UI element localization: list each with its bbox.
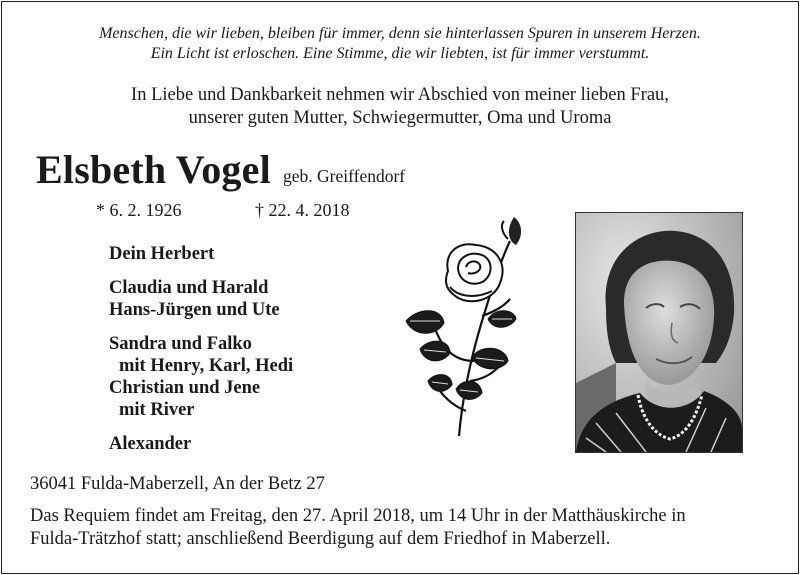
birth-date: * 6. 2. 1926 bbox=[96, 200, 182, 220]
requiem-info bbox=[30, 505, 770, 551]
portrait-photo bbox=[575, 212, 743, 453]
family-line: Hans-Jürgen und Ute bbox=[109, 300, 280, 320]
intro-line-1: In Liebe und Dankbarkeit nehmen wir Abschied von meiner lieben Frau, bbox=[131, 85, 669, 105]
family-group-2 bbox=[109, 333, 293, 421]
family-group-1 bbox=[109, 277, 280, 321]
family-line: mit River bbox=[119, 400, 195, 420]
intro-text bbox=[0, 84, 800, 130]
family-spouse: Dein Herbert bbox=[109, 244, 215, 264]
family-line: mit Henry, Karl, Hedi bbox=[119, 356, 294, 376]
memorial-quote bbox=[0, 24, 800, 64]
rose-illustration bbox=[396, 211, 528, 441]
requiem-line-2: Fulda-Trätzhof statt; anschließend Beerdigung auf dem Friedhof in Maberzell. bbox=[30, 529, 611, 549]
intro-line-2: unserer guten Mutter, Schwiegermutter, Oma und Uroma bbox=[188, 108, 612, 128]
born-name: geb. Greiffendorf bbox=[283, 166, 406, 186]
quote-line-1: Menschen, die wir lieben, bleiben für immer, denn sie hinterlassen Spuren in unserem Herzen. bbox=[99, 25, 701, 42]
death-date: † 22. 4. 2018 bbox=[255, 200, 350, 220]
requiem-line-1: Das Requiem findet am Freitag, den 27. April 2018, um 14 Uhr in der Matthäuskirche in bbox=[30, 506, 686, 526]
family-last: Alexander bbox=[109, 434, 192, 454]
family-line: Christian und Jene bbox=[109, 378, 261, 398]
deceased-name: Elsbeth Vogel bbox=[36, 147, 271, 192]
quote-line-2: Ein Licht ist erloschen. Eine Stimme, die wir liebten, ist für immer verstummt. bbox=[150, 45, 650, 62]
family-line: Claudia und Harald bbox=[109, 278, 269, 298]
address: 36041 Fulda-Maberzell, An der Betz 27 bbox=[30, 474, 325, 494]
family-line: Sandra und Falko bbox=[109, 334, 252, 354]
